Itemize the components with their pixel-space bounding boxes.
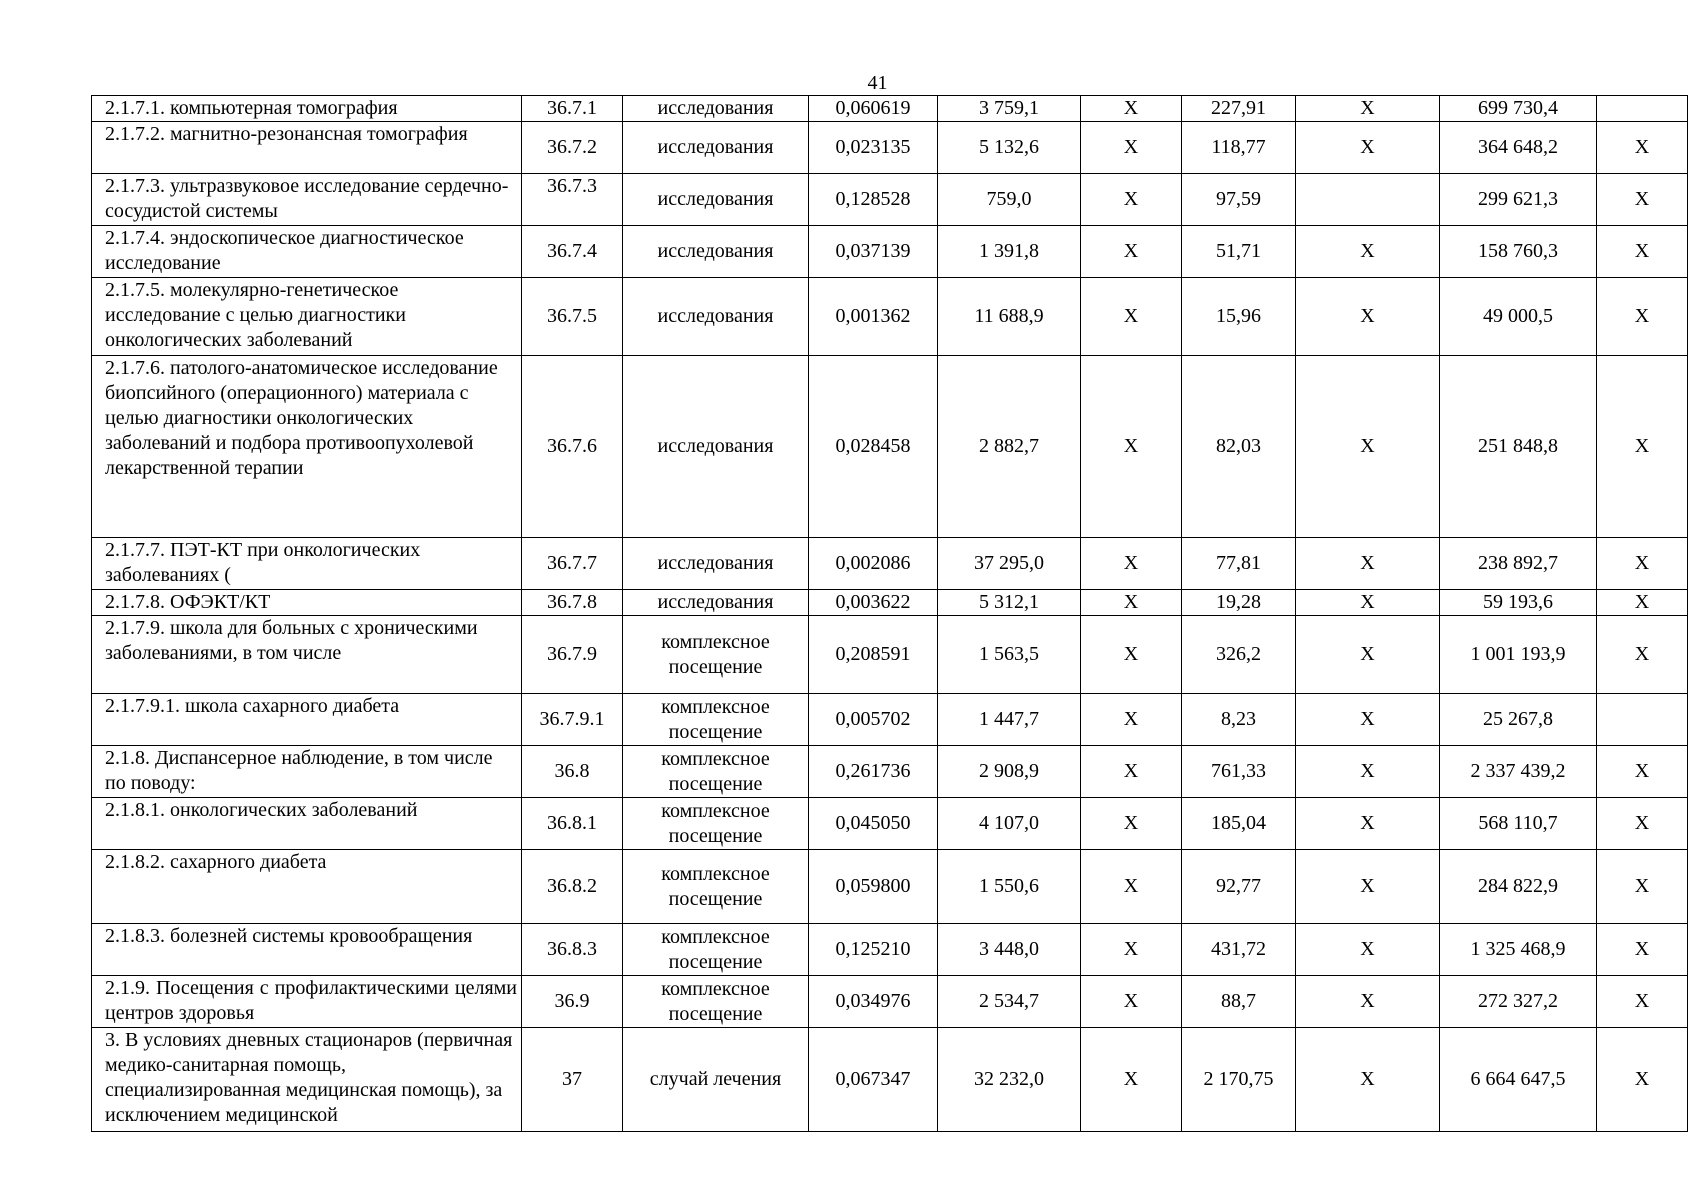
per-capita-value: 88,7: [1182, 976, 1296, 1028]
per-capita-value: 19,28: [1182, 590, 1296, 616]
service-name: 2.1.7.7. ПЭТ-КТ при онкологических заболеваниях (: [92, 538, 522, 590]
service-name: 2.1.9. Посещения с профилактическими целями центров здоровья: [92, 976, 522, 1028]
table-row: [92, 850, 1688, 924]
table-row: [92, 746, 1688, 798]
cost-norm: 1 563,5: [938, 616, 1081, 694]
col10-cell: X: [1597, 356, 1688, 538]
cost-norm: 2 882,7: [938, 356, 1081, 538]
table-row: [92, 278, 1688, 356]
col10-cell: X: [1597, 538, 1688, 590]
service-name: 2.1.7.2. магнитно-резонансная томография: [92, 122, 522, 174]
volume-norm: 0,002086: [809, 538, 938, 590]
total-amount: 25 267,8: [1440, 694, 1597, 746]
service-name: 2.1.7.9. школа для больных с хроническими заболеваниями, в том числе: [92, 616, 522, 694]
unit-of-measure: исследования: [623, 356, 809, 538]
table-row: [92, 122, 1688, 174]
col8-cell: X: [1296, 798, 1440, 850]
unit-of-measure: исследования: [623, 174, 809, 226]
row-code: 36.8: [522, 746, 623, 798]
unit-of-measure: комплексное посещение: [623, 616, 809, 694]
total-amount: 158 760,3: [1440, 226, 1597, 278]
total-amount: 238 892,7: [1440, 538, 1597, 590]
volume-norm: 0,001362: [809, 278, 938, 356]
col6-cell: X: [1081, 850, 1182, 924]
col6-cell: X: [1081, 694, 1182, 746]
volume-norm: 0,261736: [809, 746, 938, 798]
cost-norm: 1 391,8: [938, 226, 1081, 278]
col8-cell: X: [1296, 694, 1440, 746]
col10-cell: X: [1597, 924, 1688, 976]
total-amount: 1 325 468,9: [1440, 924, 1597, 976]
col8-cell: X: [1296, 976, 1440, 1028]
row-code: 36.7.6: [522, 356, 623, 538]
cost-norm: 4 107,0: [938, 798, 1081, 850]
col6-cell: X: [1081, 122, 1182, 174]
table-row: [92, 226, 1688, 278]
service-name: 3. В условиях дневных стационаров (первичная медико-санитарная помощь, специализированная медицинская помощь), за исключением медицинской: [92, 1028, 522, 1132]
col8-cell: X: [1296, 616, 1440, 694]
row-code: 36.7.9.1: [522, 694, 623, 746]
table-row: [92, 694, 1688, 746]
per-capita-value: 2 170,75: [1182, 1028, 1296, 1132]
unit-of-measure: комплексное посещение: [623, 694, 809, 746]
per-capita-value: 92,77: [1182, 850, 1296, 924]
volume-norm: 0,060619: [809, 96, 938, 122]
cost-norm: 32 232,0: [938, 1028, 1081, 1132]
unit-of-measure: исследования: [623, 226, 809, 278]
unit-of-measure: комплексное посещение: [623, 798, 809, 850]
col10-cell: X: [1597, 278, 1688, 356]
per-capita-value: 15,96: [1182, 278, 1296, 356]
table-row: [92, 798, 1688, 850]
table-row: [92, 924, 1688, 976]
volume-norm: 0,059800: [809, 850, 938, 924]
unit-of-measure: исследования: [623, 96, 809, 122]
unit-of-measure: исследования: [623, 278, 809, 356]
col6-cell: X: [1081, 174, 1182, 226]
total-amount: 272 327,2: [1440, 976, 1597, 1028]
total-amount: 59 193,6: [1440, 590, 1597, 616]
col8-cell: X: [1296, 746, 1440, 798]
volume-norm: 0,208591: [809, 616, 938, 694]
volume-norm: 0,067347: [809, 1028, 938, 1132]
col6-cell: X: [1081, 924, 1182, 976]
total-amount: 568 110,7: [1440, 798, 1597, 850]
total-amount: 699 730,4: [1440, 96, 1597, 122]
per-capita-value: 77,81: [1182, 538, 1296, 590]
cost-norm: 5 312,1: [938, 590, 1081, 616]
service-name: 2.1.8.1. онкологических заболеваний: [92, 798, 522, 850]
col10-cell: X: [1597, 798, 1688, 850]
service-name: 2.1.7.6. патолого-анатомическое исследование биопсийного (операционного) материала с целью диагностики онкологических заболеваний и подбора противоопухолевой лекарственной терапии: [92, 356, 522, 538]
service-name: 2.1.8.3. болезней системы кровообращения: [92, 924, 522, 976]
row-code: 36.7.5: [522, 278, 623, 356]
per-capita-value: 118,77: [1182, 122, 1296, 174]
volume-norm: 0,028458: [809, 356, 938, 538]
col6-cell: X: [1081, 96, 1182, 122]
col6-cell: X: [1081, 538, 1182, 590]
total-amount: 284 822,9: [1440, 850, 1597, 924]
row-code: 36.7.1: [522, 96, 623, 122]
col6-cell: X: [1081, 746, 1182, 798]
col10-cell: X: [1597, 1028, 1688, 1132]
cost-norm: 2 908,9: [938, 746, 1081, 798]
col8-cell: X: [1296, 356, 1440, 538]
row-code: 36.7.3: [522, 174, 623, 226]
col6-cell: X: [1081, 226, 1182, 278]
service-name: 2.1.8.2. сахарного диабета: [92, 850, 522, 924]
service-name: 2.1.7.5. молекулярно-генетическое исследование с целью диагностики онкологических заболеваний: [92, 278, 522, 356]
total-amount: 49 000,5: [1440, 278, 1597, 356]
service-name: 2.1.7.3. ультразвуковое исследование сердечно-сосудистой системы: [92, 174, 522, 226]
col8-cell: X: [1296, 122, 1440, 174]
col6-cell: X: [1081, 616, 1182, 694]
volume-norm: 0,125210: [809, 924, 938, 976]
cost-norm: 2 534,7: [938, 976, 1081, 1028]
per-capita-value: 185,04: [1182, 798, 1296, 850]
col6-cell: X: [1081, 798, 1182, 850]
col10-cell: X: [1597, 746, 1688, 798]
col10-cell: X: [1597, 226, 1688, 278]
total-amount: 251 848,8: [1440, 356, 1597, 538]
col10-cell: X: [1597, 616, 1688, 694]
col6-cell: X: [1081, 1028, 1182, 1132]
row-code: 36.7.9: [522, 616, 623, 694]
volume-norm: 0,005702: [809, 694, 938, 746]
row-code: 36.8.3: [522, 924, 623, 976]
cost-norm: 5 132,6: [938, 122, 1081, 174]
col10-cell: X: [1597, 590, 1688, 616]
unit-of-measure: комплексное посещение: [623, 746, 809, 798]
unit-of-measure: комплексное посещение: [623, 850, 809, 924]
col8-cell: X: [1296, 924, 1440, 976]
service-name: 2.1.7.4. эндоскопическое диагностическое исследование: [92, 226, 522, 278]
volume-norm: 0,045050: [809, 798, 938, 850]
row-code: 37: [522, 1028, 623, 1132]
unit-of-measure: исследования: [623, 538, 809, 590]
col10-cell: [1597, 96, 1688, 122]
standards-table: [91, 95, 1688, 1132]
service-name: 2.1.7.9.1. школа сахарного диабета: [92, 694, 522, 746]
col10-cell: [1597, 694, 1688, 746]
per-capita-value: 431,72: [1182, 924, 1296, 976]
cost-norm: 3 759,1: [938, 96, 1081, 122]
col10-cell: X: [1597, 976, 1688, 1028]
table-row: [92, 616, 1688, 694]
per-capita-value: 761,33: [1182, 746, 1296, 798]
col6-cell: X: [1081, 976, 1182, 1028]
per-capita-value: 8,23: [1182, 694, 1296, 746]
table-row: [92, 96, 1688, 122]
cost-norm: 37 295,0: [938, 538, 1081, 590]
page-number: 41: [867, 72, 888, 94]
total-amount: 364 648,2: [1440, 122, 1597, 174]
row-code: 36.8.1: [522, 798, 623, 850]
row-code: 36.7.2: [522, 122, 623, 174]
service-name: 2.1.8. Диспансерное наблюдение, в том числе по поводу:: [92, 746, 522, 798]
col8-cell: [1296, 174, 1440, 226]
col6-cell: X: [1081, 590, 1182, 616]
table-row: [92, 1028, 1688, 1132]
col8-cell: X: [1296, 850, 1440, 924]
row-code: 36.7.7: [522, 538, 623, 590]
unit-of-measure: комплексное посещение: [623, 976, 809, 1028]
per-capita-value: 326,2: [1182, 616, 1296, 694]
col10-cell: X: [1597, 122, 1688, 174]
row-code: 36.7.8: [522, 590, 623, 616]
per-capita-value: 82,03: [1182, 356, 1296, 538]
per-capita-value: 227,91: [1182, 96, 1296, 122]
col8-cell: X: [1296, 538, 1440, 590]
service-name: 2.1.7.8. ОФЭКТ/КТ: [92, 590, 522, 616]
service-name: 2.1.7.1. компьютерная томография: [92, 96, 522, 122]
cost-norm: 3 448,0: [938, 924, 1081, 976]
table-row: [92, 590, 1688, 616]
row-code: 36.8.2: [522, 850, 623, 924]
table-row: [92, 976, 1688, 1028]
row-code: 36.7.4: [522, 226, 623, 278]
row-code: 36.9: [522, 976, 623, 1028]
col8-cell: X: [1296, 226, 1440, 278]
total-amount: 299 621,3: [1440, 174, 1597, 226]
table-row: [92, 174, 1688, 226]
cost-norm: 1 550,6: [938, 850, 1081, 924]
unit-of-measure: случай лечения: [623, 1028, 809, 1132]
volume-norm: 0,034976: [809, 976, 938, 1028]
unit-of-measure: комплексное посещение: [623, 924, 809, 976]
per-capita-value: 51,71: [1182, 226, 1296, 278]
col8-cell: X: [1296, 590, 1440, 616]
per-capita-value: 97,59: [1182, 174, 1296, 226]
volume-norm: 0,003622: [809, 590, 938, 616]
col6-cell: X: [1081, 356, 1182, 538]
total-amount: 6 664 647,5: [1440, 1028, 1597, 1132]
volume-norm: 0,023135: [809, 122, 938, 174]
table-row: [92, 356, 1688, 538]
col8-cell: X: [1296, 278, 1440, 356]
col8-cell: X: [1296, 1028, 1440, 1132]
col6-cell: X: [1081, 278, 1182, 356]
unit-of-measure: исследования: [623, 590, 809, 616]
total-amount: 1 001 193,9: [1440, 616, 1597, 694]
total-amount: 2 337 439,2: [1440, 746, 1597, 798]
col10-cell: X: [1597, 174, 1688, 226]
col10-cell: X: [1597, 850, 1688, 924]
table-row: [92, 538, 1688, 590]
unit-of-measure: исследования: [623, 122, 809, 174]
col8-cell: X: [1296, 96, 1440, 122]
volume-norm: 0,128528: [809, 174, 938, 226]
volume-norm: 0,037139: [809, 226, 938, 278]
cost-norm: 1 447,7: [938, 694, 1081, 746]
cost-norm: 759,0: [938, 174, 1081, 226]
cost-norm: 11 688,9: [938, 278, 1081, 356]
